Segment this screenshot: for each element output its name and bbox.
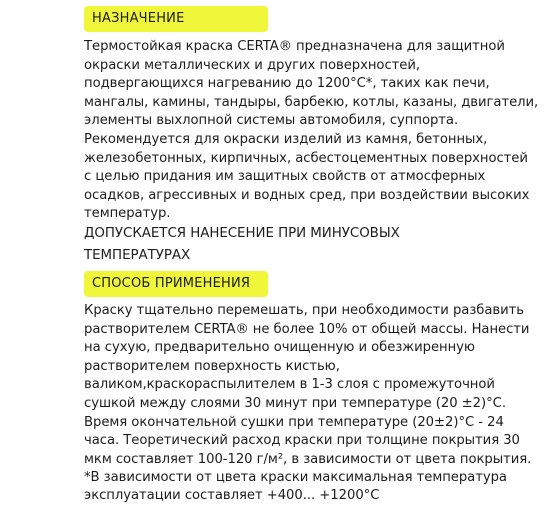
purpose-heading: НАЗНАЧЕНИЕ (84, 6, 268, 32)
method-heading: СПОСОБ ПРИМЕНЕНИЯ (84, 271, 268, 297)
temperature-footnote: *В зависимости от цвета краски максимальная температура эксплуатации составляет +400... +1200°С (84, 470, 507, 504)
method-text: Краску тщательно перемешать, при необходимости разбавить растворителем CERTA® не более 10% от общей массы. Нанести на сухую, предварительно очищенную и обезжиренную растворителем поверхность кистью, валиком,краскораспылителем в 1-3 слоя с промежуточной сушкой между слоями 30 минут при температуре (20 ±2)°С. Время окончательной сушки при температуре (20±2)°С - 24 часа. Теоретический расход краски при толщине покрытия 30 мкм составляет 100-120 г/м², в зависимости от цвета покрытия. (84, 303, 532, 467)
purpose-text: Термостойкая краска CERTA® предназначена для защитной окраски металлических и других поверхностей, подвергающихся нагреванию до 1200°С*, таких как печи, мангалы, камины, тандыры, барбекю, котлы, казаны, двигатели, элементы выхлопной системы автомобиля, суппорта. Рекомендуется для окраски изделий из камня, бетонных, железобетонных, кирпичных, асбестоцементных поверхностей с целью придания им защитных свойств от атмосферных осадков, агрессивных и водных сред, при воздействии высоких температур. (84, 39, 539, 222)
negative-temperature-note: ДОПУСКАЕТСЯ НАНЕСЕНИЕ ПРИ МИНУСОВЫХ ТЕМПЕРАТУРАХ (84, 226, 400, 263)
